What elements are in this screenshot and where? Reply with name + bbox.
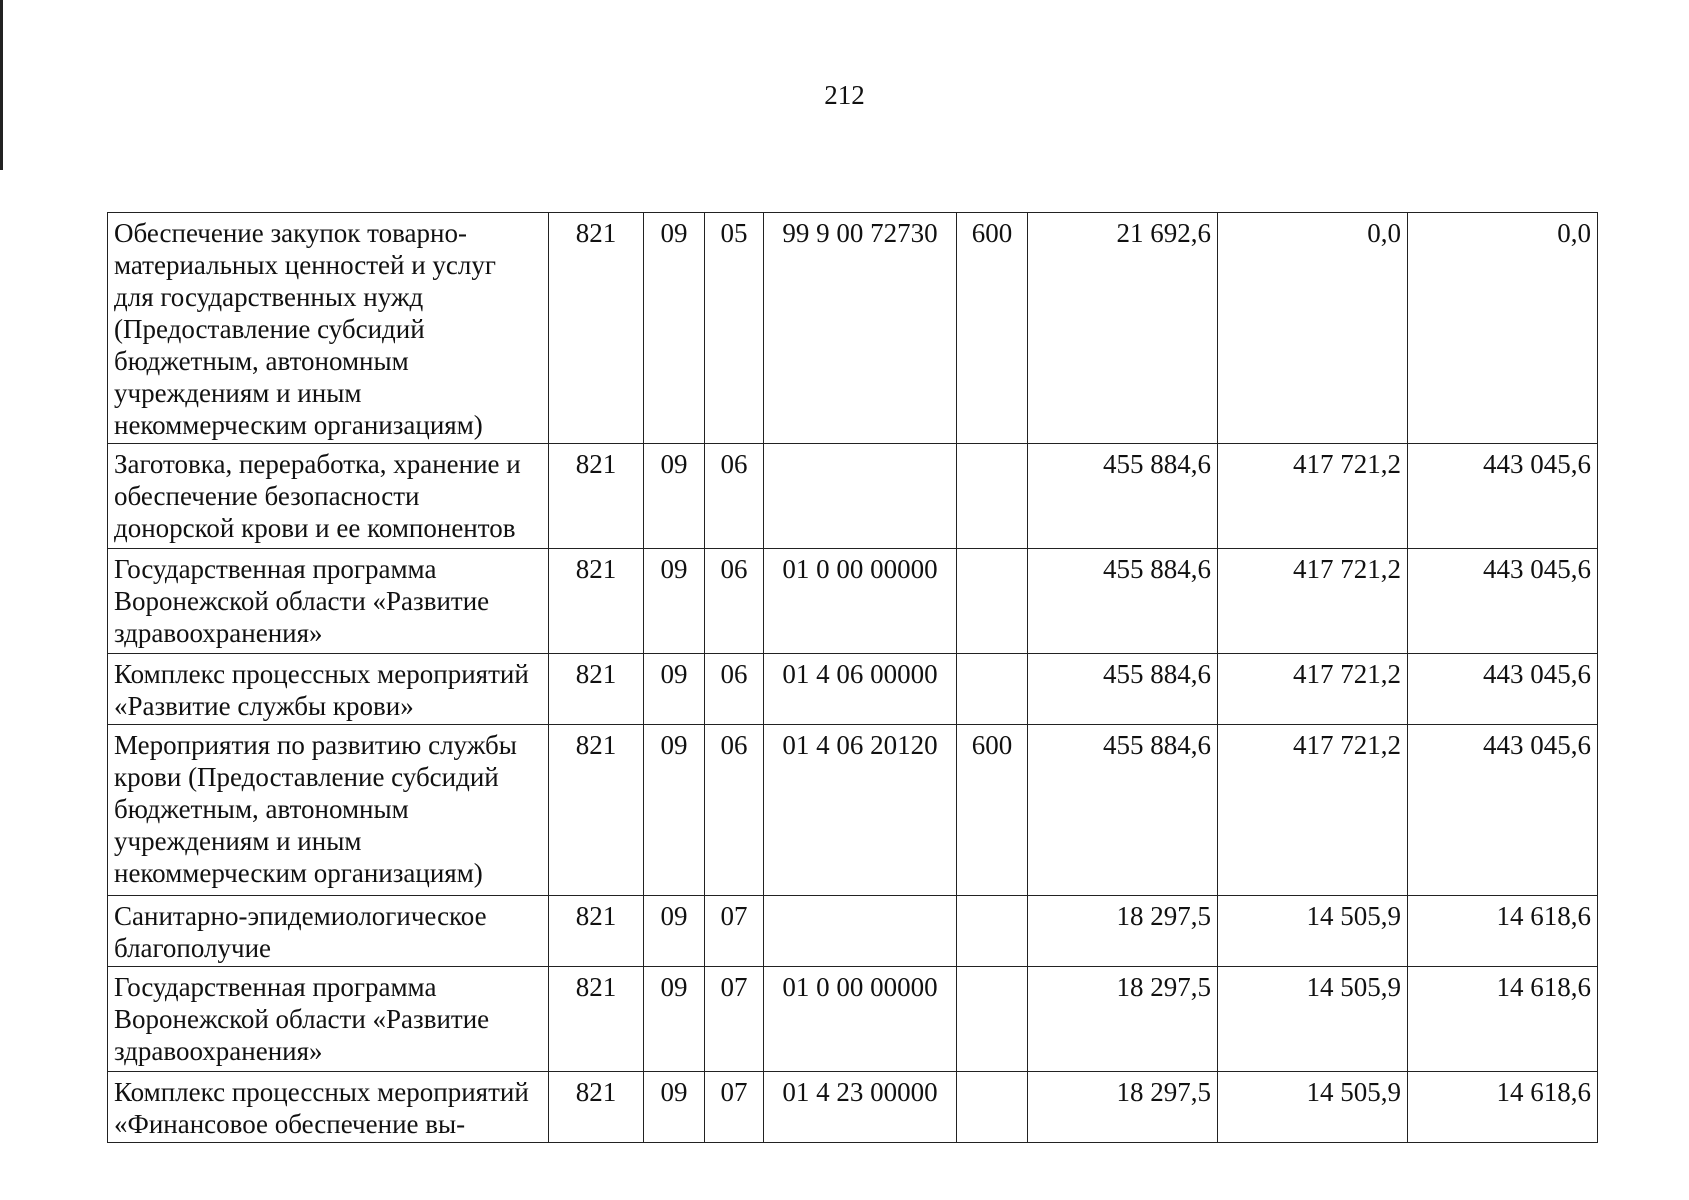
row-expense-type <box>957 654 1028 725</box>
row-target-article: 99 9 00 72730 <box>764 213 957 444</box>
table-row <box>108 725 1598 896</box>
table-row <box>108 213 1598 444</box>
row-expense-type <box>957 444 1028 549</box>
row-expense-type <box>957 1072 1028 1143</box>
row-gr-code: 821 <box>549 549 644 654</box>
row-section: 09 <box>644 444 705 549</box>
row-target-article: 01 4 06 20120 <box>764 725 957 896</box>
row-expense-type <box>957 549 1028 654</box>
row-amount-year-2: 417 721,2 <box>1218 444 1408 549</box>
row-amount-year-2: 417 721,2 <box>1218 654 1408 725</box>
table-row <box>108 444 1598 549</box>
table-row <box>108 654 1598 725</box>
budget-table <box>107 212 1598 1143</box>
row-subsection: 06 <box>705 444 764 549</box>
row-amount-year-2: 0,0 <box>1218 213 1408 444</box>
row-gr-code: 821 <box>549 213 644 444</box>
row-amount-year-1: 455 884,6 <box>1028 549 1218 654</box>
row-name: Комплекс процессных мероприятий «Развитие службы крови» <box>108 654 549 725</box>
row-amount-year-1: 455 884,6 <box>1028 654 1218 725</box>
row-expense-type <box>957 967 1028 1072</box>
row-target-article <box>764 896 957 967</box>
row-name: Мероприятия по развитию службы крови (Предоставление субсидий бюджетным, автономным учреждениям и иным некоммерческим организациям) <box>108 725 549 896</box>
row-section: 09 <box>644 213 705 444</box>
row-amount-year-3: 14 618,6 <box>1408 967 1598 1072</box>
row-subsection: 07 <box>705 1072 764 1143</box>
row-name: Обеспечение закупок товарно-материальных ценностей и услуг для государственных нужд (Предоставление субсидий бюджетным, автономным учреждениям и иным некоммерческим организациям) <box>108 213 549 444</box>
row-target-article: 01 4 23 00000 <box>764 1072 957 1143</box>
row-target-article: 01 4 06 00000 <box>764 654 957 725</box>
row-amount-year-1: 18 297,5 <box>1028 967 1218 1072</box>
row-name: Санитарно-эпидемиологическое благополучие <box>108 896 549 967</box>
row-expense-type: 600 <box>957 213 1028 444</box>
table-row <box>108 549 1598 654</box>
table-row <box>108 1072 1598 1143</box>
row-amount-year-3: 443 045,6 <box>1408 549 1598 654</box>
row-gr-code: 821 <box>549 444 644 549</box>
table-row <box>108 896 1598 967</box>
row-amount-year-2: 14 505,9 <box>1218 1072 1408 1143</box>
row-amount-year-3: 14 618,6 <box>1408 1072 1598 1143</box>
row-subsection: 06 <box>705 549 764 654</box>
row-expense-type <box>957 896 1028 967</box>
row-subsection: 05 <box>705 213 764 444</box>
row-expense-type: 600 <box>957 725 1028 896</box>
row-target-article: 01 0 00 00000 <box>764 549 957 654</box>
table-body <box>108 213 1598 1143</box>
row-name: Государственная программа Воронежской области «Развитие здравоохранения» <box>108 967 549 1072</box>
row-gr-code: 821 <box>549 725 644 896</box>
row-amount-year-1: 18 297,5 <box>1028 896 1218 967</box>
page-number: 212 <box>824 80 865 110</box>
row-gr-code: 821 <box>549 967 644 1072</box>
row-name: Комплекс процессных мероприятий «Финансовое обеспечение вы- <box>108 1072 549 1143</box>
row-gr-code: 821 <box>549 896 644 967</box>
row-section: 09 <box>644 725 705 896</box>
row-target-article: 01 0 00 00000 <box>764 967 957 1072</box>
row-amount-year-1: 21 692,6 <box>1028 213 1218 444</box>
row-amount-year-3: 0,0 <box>1408 213 1598 444</box>
row-name: Заготовка, переработка, хранение и обеспечение безопасности донорской крови и ее компонентов <box>108 444 549 549</box>
row-gr-code: 821 <box>549 1072 644 1143</box>
row-name: Государственная программа Воронежской области «Развитие здравоохранения» <box>108 549 549 654</box>
row-target-article <box>764 444 957 549</box>
row-gr-code: 821 <box>549 654 644 725</box>
row-amount-year-2: 417 721,2 <box>1218 725 1408 896</box>
row-amount-year-3: 14 618,6 <box>1408 896 1598 967</box>
row-amount-year-3: 443 045,6 <box>1408 444 1598 549</box>
row-subsection: 07 <box>705 967 764 1072</box>
row-section: 09 <box>644 967 705 1072</box>
row-amount-year-3: 443 045,6 <box>1408 654 1598 725</box>
row-subsection: 06 <box>705 654 764 725</box>
row-amount-year-2: 14 505,9 <box>1218 896 1408 967</box>
row-section: 09 <box>644 654 705 725</box>
row-amount-year-1: 455 884,6 <box>1028 725 1218 896</box>
row-amount-year-2: 14 505,9 <box>1218 967 1408 1072</box>
row-subsection: 06 <box>705 725 764 896</box>
row-amount-year-1: 18 297,5 <box>1028 1072 1218 1143</box>
table-row <box>108 967 1598 1072</box>
row-section: 09 <box>644 896 705 967</box>
row-amount-year-1: 455 884,6 <box>1028 444 1218 549</box>
row-subsection: 07 <box>705 896 764 967</box>
row-amount-year-3: 443 045,6 <box>1408 725 1598 896</box>
row-section: 09 <box>644 1072 705 1143</box>
row-section: 09 <box>644 549 705 654</box>
row-amount-year-2: 417 721,2 <box>1218 549 1408 654</box>
